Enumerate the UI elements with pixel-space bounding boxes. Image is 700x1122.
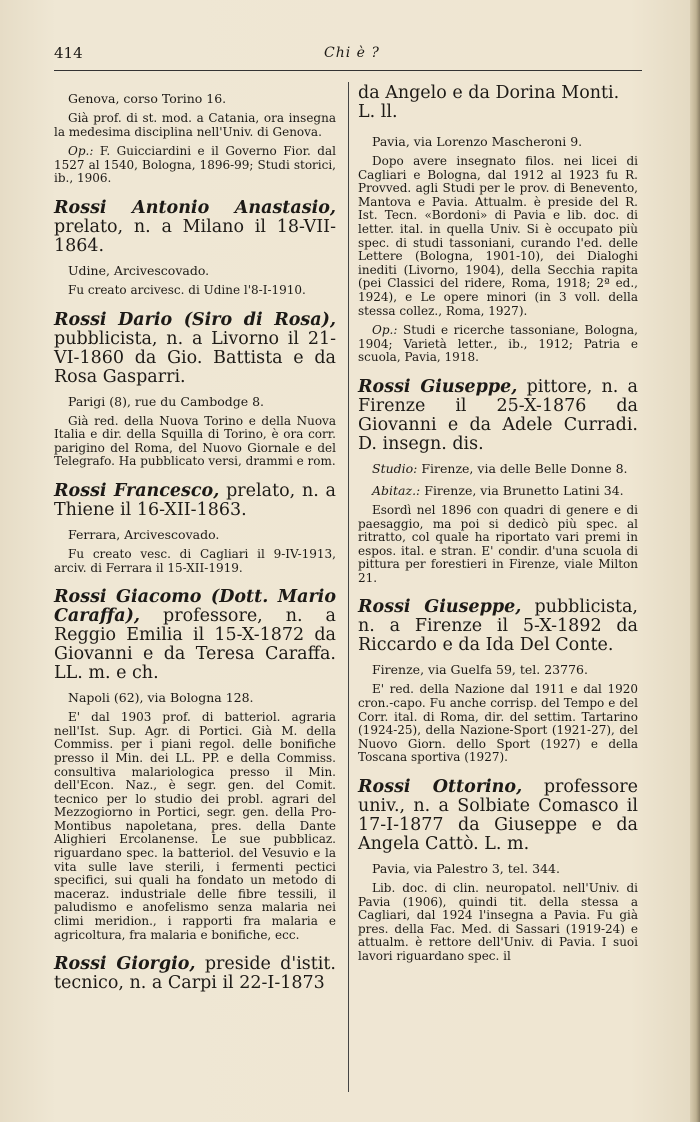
entry-content: E' dal 1903 prof. di batteriol. agraria nell'Ist. Sup. Agr. di Portici. Già M. della Commiss. per i piani regol. delle bonifiche presso il Min. dei LL. PP. e della Commiss. consultiva malariologica presso il Min. dell'Econ. Naz., è segr. gen. del Comit. tecnico per lo studio dei probl. agrari del Mezzogiorno in Portici, segr. gen. della Pro-Montibus napoletana, pres. della Dante Alighieri Ercolanense. Le sue pubblicaz. riguardano spec. la batteriol. del Vesuvio e la vita sulle lave sterili, i fermenti pectici specifici, sui quali ha fondato un metodo di macerаz. industriale delle fibre tessili, il paludismo e anofelismo senza malaria nei climi meridion., i rapporti fra malaria e agricoltura, fra malaria e bonifiche, ecc. <box>54 710 336 942</box>
entry-description: prelato, n. a Thiene il 16-XII-1863. <box>54 480 336 520</box>
entry-description: prelato, n. a Milano il 18-VII-1864. <box>54 216 336 256</box>
entry-address <box>54 527 336 542</box>
entry-heading <box>54 955 336 993</box>
entry-heading <box>54 482 336 520</box>
entry-name: Rossi Giuseppe, <box>358 597 522 618</box>
entry-content: Pavia, via Palestro 3, tel. 344. <box>372 861 560 877</box>
entry-address <box>54 394 336 409</box>
entry-description: pubblicista, n. a Firenze il 5-X-1892 da Riccardo e da Ida Del Conte. <box>358 597 638 656</box>
entry-label: Op.: <box>68 144 94 159</box>
entry-address <box>358 483 638 498</box>
entry-content: Ferrara, Arcivescovado. <box>68 526 220 542</box>
entry-content: Fu creato arcivesc. di Udine l'8-I-1910. <box>68 282 306 297</box>
entry-heading <box>54 311 336 387</box>
entry-content: F. Guicciardini e il Governo Fior. dal 1527 al 1540, Bologna, 1896-99; Studi storici, ib., 1906. <box>54 144 336 186</box>
entry-content: Udine, Arcivescovado. <box>68 262 210 278</box>
entry-name: Rossi Giorgio, <box>54 954 196 975</box>
entry-name: Rossi Ottorino, <box>358 777 523 798</box>
right-column <box>358 84 638 964</box>
running-title: Chi è ? <box>324 45 380 61</box>
entry-text <box>358 155 638 318</box>
entry-name: Rossi Antonio Anastasio, <box>54 197 336 218</box>
entry-content: Genova, corso Torino 16. <box>68 91 227 106</box>
entry-content: Parigi (8), rue du Cambodge 8. <box>68 393 265 409</box>
entry-text <box>358 683 638 765</box>
page-header <box>54 44 642 64</box>
entry-label: Op.: <box>372 323 398 338</box>
entry-content: E' red. della Nazione dal 1911 e dal 1920 cron.-capo. Fu anche corrisp. del Tempo e del Corr. ital. di Roma, dir. del settim. Tartarino (1924-25), della Nazione-Sport (1921-27), del Nuovo Giorn. dello Sport (1927) e della Toscana sportiva (1927). <box>358 682 638 765</box>
column-divider <box>348 82 349 1092</box>
entry-address <box>358 662 638 677</box>
entry-content: Firenze, via Brunetto Latini 34. <box>424 482 624 498</box>
entry-text <box>54 112 336 139</box>
entry-address <box>54 690 336 705</box>
entry-content: Lib. doc. di clin. neuropatol. nell'Univ. di Pavia (1906), quindi tit. della stessa a Cagliari, dal 1924 l'insegna a Pavia. Fu già pres. della Fac. Med. di Sassari (1919-24) e attualm. è rettore dell'Univ. di Pavia. I suoi lavori riguardano spec. il <box>358 881 638 963</box>
entry-heading-continuation: da Angelo e da Dorina Monti. L. ll. <box>358 83 620 122</box>
entry-description: professore univ., n. a Solbiate Comasco il 17-I-1877 da Giuseppe e da Angela Cattò. L. m. <box>358 777 638 855</box>
entry-description: pubblicista, n. a Livorno il 21-VI-1860 da Gio. Battista e da Rosa Gasparri. <box>54 328 336 387</box>
entry-name: Rossi Giacomo (Dott. Mario Caraffa), <box>54 587 336 627</box>
entry-content: Firenze, via Guelfa 59, tel. 23776. <box>372 662 588 678</box>
entry-address <box>54 263 336 278</box>
left-column <box>54 84 336 993</box>
entry-content: Napoli (62), via Bologna 128. <box>68 690 254 706</box>
page-number: 414 <box>54 44 83 62</box>
entry-text <box>54 548 336 575</box>
entry-content: Studi e ricerche tassoniane, Bologna, 1904; Varietà letter., ib., 1912; Patria e scuola, Pavia, 1918. <box>358 323 638 365</box>
entry-content: Firenze, via delle Belle Donne 8. <box>421 460 628 476</box>
entry-content: Fu creato vesc. di Cagliari il 9-IV-1913, arciv. di Ferrara il 15-XII-1919. <box>54 546 336 575</box>
entry-text <box>54 284 336 298</box>
entry-heading <box>358 378 638 454</box>
entry-address <box>54 91 336 106</box>
entry-label: Abitaz.: <box>372 482 421 498</box>
entry-text <box>54 711 336 942</box>
entry-label: Studio: <box>372 460 418 476</box>
entry-content: Dopo avere insegnato filos. nei licei di Cagliari e Bologna, dal 1912 al 1923 fu R. Provved. agli Studi per le prov. di Benevento, Mantova e Pavia. Attualm. è preside del R. Ist. Tecn. «Bordoni» di Pavia e lib. doc. di letter. ital. in quella Univ. Si è occupato più spec. di studi tassoniani, curando l'ed. delle Lettere (Bologna, 1901-10), dei Dialoghi inediti (Livorno, 1904), della Secchia rapita (pei Classici del ridere, Roma, 1918; 2ª ed., 1924), e Le opere minori (in 3 voll. della stessa collez., Roma, 1927). <box>358 154 638 318</box>
entry-text <box>54 415 336 469</box>
entry-content: Pavia, via Lorenzo Mascheroni 9. <box>372 134 583 149</box>
header-rule <box>54 70 642 71</box>
entry-address <box>358 461 638 476</box>
entry-text <box>358 882 638 964</box>
entry-description: pittore, n. a Firenze il 25-X-1876 da Giovanni e da Adele Curradi. D. insegn. dis. <box>358 376 638 454</box>
entry-content: Già prof. di st. mod. a Catania, ora insegna la medesima disciplina nell'Univ. di Genova. <box>54 111 336 139</box>
entry-heading <box>358 778 638 854</box>
entry-heading <box>54 588 336 683</box>
entry-name: Rossi Francesco, <box>54 480 220 501</box>
entry-text <box>54 145 336 186</box>
entry-name: Rossi Giuseppe, <box>358 376 518 397</box>
entry-text <box>358 504 638 586</box>
entry-content: Già red. della Nuova Torino e della Nuova Italia e dir. della Squilla di Torino, è ora corr. parigino del Roma, del Nuovo Giornale e del Telegrafo. Ha pubblicato versi, drammi e rom. <box>54 413 336 469</box>
entry-text <box>358 324 638 365</box>
entry-address <box>358 861 638 876</box>
entry-description: preside d'istit. tecnico, n. a Carpi il 22-I-1873 <box>54 954 336 994</box>
entry-name: Rossi Dario (Siro di Rosa), <box>54 309 336 330</box>
page-edge <box>690 0 700 1122</box>
entry-heading <box>358 598 638 655</box>
entry-description: professore, n. a Reggio Emilia il 15-X-1872 da Giovanni e da Teresa Caraffa. LL. m. e ch. <box>54 606 336 684</box>
entry-content: Esordì nel 1896 con quadri di genere e di paesaggio, ma poi si dedicò più spec. al ritratto, col quale ha riportato vari premi in espos. ital. e stran. E' condir. d'una scuola di pittura per forestieri in Firenze, viale Milton 21. <box>358 502 638 585</box>
entry-address <box>358 134 638 149</box>
entry-heading <box>54 199 336 256</box>
